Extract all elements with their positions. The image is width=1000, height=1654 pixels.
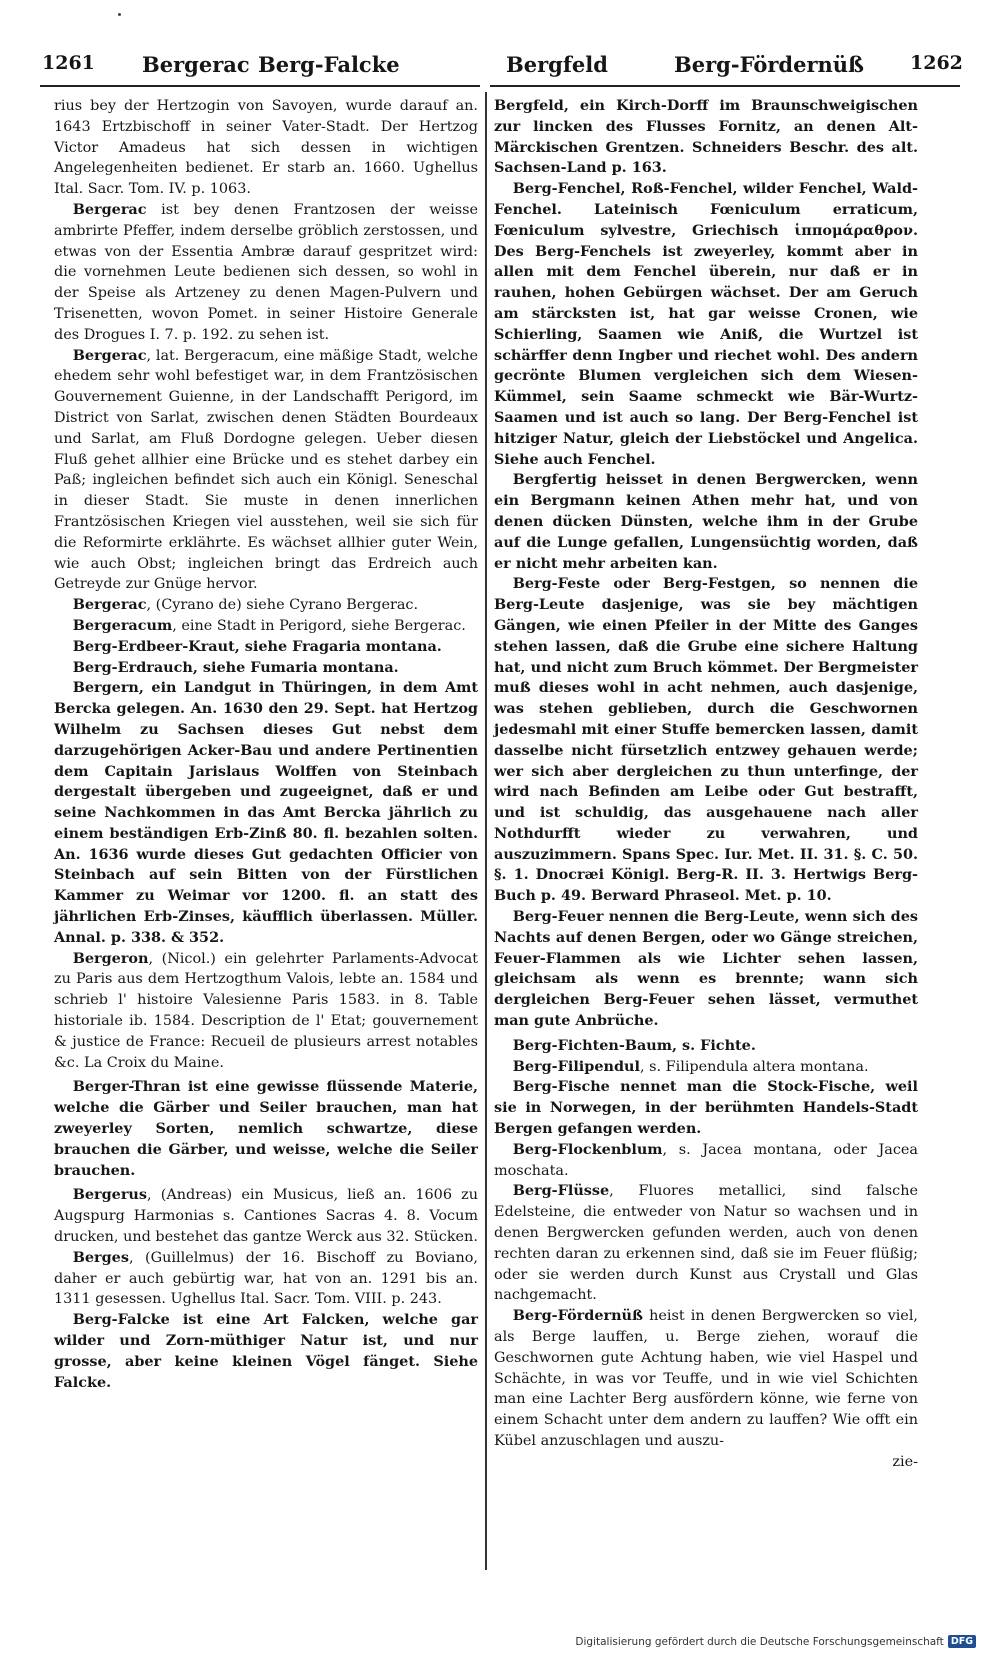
left-entry-7 bbox=[54, 678, 478, 948]
right-catchword-2: Berg-Fördernüß bbox=[674, 52, 865, 77]
entry-text: , (Andreas) ein Musicus, ließ an. 1606 zu Augspurg Harmonias s. Cantiones Sacras 4. 8. Vocum drucken, und bestehet das gantze Werck aus 32. Stücken. bbox=[54, 1187, 478, 1246]
entry-text: nennen die Berg-Leute, wenn sich des Nachts auf denen Bergen, oder wo Gänge streichen, Feuer-Flammen als wie Lichter sehen lassen, gleichsam als wenn es brennte; wann sich dergleichen Berg-Feuer sehen lässet, vermuthet man gute Anbrüche. bbox=[494, 908, 918, 1030]
left-catchword-1: Bergerac bbox=[142, 52, 250, 77]
entry-lemma: Berg-Fenchel, Roß-Fenchel, wilder Fenchel, Wald-Fenchel bbox=[494, 180, 918, 218]
entry-lemma: Berg-Feuer bbox=[512, 908, 604, 926]
entry-lemma: Berg-Erdbeer-Kraut bbox=[72, 637, 235, 655]
entry-text: heist in denen Bergwercken so viel, als Berge lauffen, u. Berge ziehen, worauf die Geschwornen gute Achtung haben, wie viel Haspel und Schächte, in was vor Teuffe, und in wie viel Schichten man eine Lachter Berg ausfördern könne, wie ferne von einem Schacht unter dem andern zu lauffen? Wie offt ein Kübel anzuschlagen und auszu- bbox=[494, 1308, 918, 1449]
entry-text: , lat. Bergeracum, eine mäßige Stadt, welche ehedem sehr wohl befestiget war, in dem Frantzösischen Gouvernement Guienne, in der Landschafft Perigord, im District von Sarlat, zwischen denen Städten Bourdeaux und Sarlat, am Fluß Dordogne gelegen. Ueber diesen Fluß gehet allhier eine Brücke und es stehet darbey ein Paß; ingleichen befindet sich auch ein Königl. Seneschal in dieser Stadt. Sie muste in denen innerlichen Frantzösischen Kriegen viel ausstehen, weil sie sich für die Reformirte erklährte. Es wächset allhier guter Wein, wie auch Obst; ingleichen bringt das Erdreich auch Getreyde zur Gnüge hervor. bbox=[54, 347, 478, 593]
entry-lemma: Bergfertig bbox=[512, 471, 597, 489]
left-entry-8 bbox=[54, 949, 478, 1074]
entry-text: , ein Kirch-Dorff im Braunschweigischen zur lincken des Flusses Fornitz, an denen Alt-Märckischen Grentzen. Schneiders Beschr. des alt. Sachsen-Land p. 163. bbox=[494, 97, 918, 177]
left-page-number: 1261 bbox=[42, 52, 95, 74]
left-entry-10 bbox=[54, 1185, 478, 1247]
digitization-credit bbox=[575, 1635, 976, 1648]
entry-lemma: Bergern bbox=[72, 679, 139, 697]
entry-text: heisset in denen Bergwercken, wenn ein Bergmann keinen Athen mehr hat, und von denen dücken Dünsten, welche ihm in der Grube auf die Lunge gefallen, Lungensüchtig worden, daß er nicht mehr arbeiten kan. bbox=[494, 471, 918, 572]
right-entry-7 bbox=[494, 1077, 918, 1139]
entry-lemma: Berg-Fische bbox=[512, 1078, 610, 1096]
entry-lemma: Bergeracum bbox=[72, 616, 173, 634]
entry-lemma: Bergerac bbox=[72, 346, 147, 364]
entry-lemma: Bergerac bbox=[72, 200, 147, 218]
entry-text: , so nennen die Berg-Leute dasjenige, was sie bey mächtigen Gängen, wie einen Pfeiler in der Mitte des Ganges stehen lassen, daß die Grube eine sichere Haltung hat, und nicht zum Bruch kömmet. Der Bergmeister muß dieses wohl in acht nehmen, auch dasjenige, was stehen geblieben, durch die Geschwornen jedesmahl mit einer Stuffe bemercken lassen, damit dasselbe nicht fürsetzlich entzwey gehauen werde; wer sich aber dergleichen zu thun unterfinge, der wird nach Befinden am Leibe oder Gut bestrafft, und ist schuldig, das ausgehauene nach aller Nothdurfft wieder zu verwahren, und auszuzimmern. Spans Spec. Iur. Met. II. 31. §. C. 50. §. 1. Dnocræi Königl. Berg-R. II. 3. Hertwigs Berg-Buch p. 49. Berward Phraseol. Met. p. 10. bbox=[494, 575, 918, 905]
left-catchword-2: Berg-Falcke bbox=[258, 52, 400, 77]
left-entry-12 bbox=[54, 1310, 478, 1393]
entry-text: , s. Filipendula altera montana. bbox=[639, 1058, 869, 1075]
entry-lemma: Berges bbox=[72, 1248, 129, 1266]
right-entry-4 bbox=[494, 907, 918, 1032]
left-entry-9 bbox=[54, 1077, 478, 1181]
entry-text: , siehe Fumaria montana. bbox=[192, 658, 399, 676]
left-entry-0 bbox=[54, 96, 478, 200]
entry-text: , (Guillelmus) der 16. Bischoff zu Boviano, daher er auch gebürtig war, hat von an. 1291 bis an. 1311 gesessen. Ughellus Ital. Sacr. Tom. VIII. p. 243. bbox=[54, 1249, 478, 1308]
entry-lemma: Bergfeld bbox=[494, 97, 564, 114]
right-entry-10 bbox=[494, 1306, 918, 1452]
column-divider bbox=[485, 92, 487, 1570]
right-column bbox=[494, 96, 918, 1473]
entry-lemma: Bergeron bbox=[72, 949, 149, 967]
right-entry-0 bbox=[494, 96, 918, 179]
entry-lemma: Berg-Fördernüß bbox=[512, 1307, 643, 1325]
right-entry-9 bbox=[494, 1181, 918, 1306]
entry-lemma: Berg-Erdrauch bbox=[72, 658, 193, 676]
dfg-logo: DFG bbox=[948, 1635, 976, 1648]
ink-speck bbox=[118, 13, 121, 16]
entry-text: , siehe Fragaria montana. bbox=[234, 637, 442, 655]
header-rule-left bbox=[40, 85, 480, 87]
entry-text: , (Cyrano de) siehe Cyrano Bergerac. bbox=[146, 597, 419, 614]
left-entry-2 bbox=[54, 346, 478, 596]
left-column bbox=[54, 96, 478, 1393]
left-entry-1 bbox=[54, 200, 478, 346]
left-entry-11 bbox=[54, 1248, 478, 1310]
right-entry-2 bbox=[494, 470, 918, 574]
entry-lemma: Berg-Feste oder Berg-Festgen bbox=[512, 575, 771, 593]
catchword: zie- bbox=[892, 1453, 918, 1470]
right-entry-3 bbox=[494, 574, 918, 907]
right-entry-1 bbox=[494, 179, 918, 470]
left-entry-6 bbox=[54, 658, 478, 679]
right-catchword-1: Bergfeld bbox=[506, 52, 608, 77]
right-entry-5 bbox=[494, 1036, 918, 1057]
entry-text: , eine Stadt in Perigord, siehe Bergerac. bbox=[172, 617, 466, 634]
right-page-number: 1262 bbox=[910, 52, 963, 74]
left-entry-4 bbox=[54, 616, 478, 637]
entry-lemma: Bergerus bbox=[72, 1186, 147, 1204]
entry-lemma: Berg-Flüsse bbox=[512, 1182, 610, 1200]
credit-text: Digitalisierung gefördert durch die Deutsche Forschungsgemeinschaft bbox=[575, 1635, 944, 1648]
entry-text: , s. Jacea montana, oder Jacea moschata. bbox=[494, 1141, 918, 1179]
right-entry-6 bbox=[494, 1057, 918, 1078]
entry-text: , s. Fichte. bbox=[671, 1036, 756, 1054]
header-rule-right bbox=[490, 85, 960, 87]
entry-lemma: Berg-Filipendul bbox=[512, 1057, 640, 1075]
entry-lemma: Berg-Falcke bbox=[72, 1311, 170, 1329]
entry-text: nennet man die Stock-Fische, weil sie in Norwegen, in der berühmten Handels-Stadt Bergen gefangen werden. bbox=[494, 1078, 918, 1138]
entry-text: ist bey denen Frantzosen der weisse ambrirte Pfeffer, indem derselbe gröblich zerstossen, und etwas von der Essentia Ambræ darauf gespritzet wird: die vornehmen Leute bedienen sich dessen, so wohl in der Speise als Artzeney zu denen Magen-Pulvern und Trisenetten, wovon Pomet. in seiner Histoire Generale des Drogues I. 7. p. 192. zu sehen ist. bbox=[54, 201, 478, 343]
left-entry-3 bbox=[54, 595, 478, 616]
entry-text: ist eine Art Falcken, welche gar wilder und Zorn-müthiger Natur ist, und nur grosse, aber keine kleinen Vögel fänget. Siehe Falcke. bbox=[54, 1311, 478, 1391]
entry-text: rius bey der Hertzogin von Savoyen, wurde darauf an. 1643 Ertzbischoff in seiner Vater-Stadt. Der Hertzog Victor Amadeus hat sich dessen in wichtigen Angelegenheiten bedienet. Er starb an. 1660. Ughellus Ital. Sacr. Tom. IV. p. 1063. bbox=[54, 98, 478, 198]
entry-text: , Fluores metallici, sind falsche Edelsteine, die entweder von Natur so wachsen und in denen Bergwercken gefunden werden, auch von denen rechten daran zu erkennen sind, daß sie im Feuer flüßig; oder sie werden durch Kunst aus Crystall und Glas nachgemacht. bbox=[494, 1183, 918, 1304]
entry-lemma: Bergerac bbox=[72, 596, 147, 614]
entry-text: . Lateinisch Fœniculum erraticum, Fœniculum sylvestre, Griechisch ἱππομάραθρον. Des Berg-Fenchels ist zweyerley, kommt aber in allen mit dem Fenchel überein, nur daß er in rauhen, hohen Gebürgen wächset. Der am Geruch am stärcksten ist, hat gar weisse Cronen, wie Schierling, Saamen wie Aniß, die Wurtzel ist schärffer denn Ingber und riechet wohl. Des andern gecrönte Blumen vergleichen sich dem Wiesen-Kümmel, sein Saame schmeckt wie Bär-Wurtz-Saamen und ist auch so lang. Der Berg-Fenchel ist hitziger Natur, gleich der Liebstöckel und Angelica. Siehe auch Fenchel. bbox=[494, 200, 918, 468]
entry-lemma: Berger-Thran bbox=[72, 1078, 181, 1096]
entry-text: ist eine gewisse flüssende Materie, welche die Gärber und Seiler brauchen, man hat zweyerley Sorten, nemlich schwartze, diese brauchen die Gärber, und weisse, welche die Seiler brauchen. bbox=[54, 1078, 478, 1179]
left-entry-5 bbox=[54, 637, 478, 658]
entry-lemma: Berg-Flockenblum bbox=[512, 1140, 663, 1158]
entry-text: , ein Landgut in Thüringen, in dem Amt Bercka gelegen. An. 1630 den 29. Sept. hat Hertzog Wilhelm zu Sachsen dieses Gut nebst dem darzugehörigen Acker-Bau und andere Pertinentien dem Capitain Jarislaus Wolffen von Steinbach dergestalt übergeben und zugeeignet, daß er und seine Nachkommen in das Amt Bercka jährlich zu einem beständigen Erb-Zinß 80. fl. bezahlen solten. An. 1636 wurde dieses Gut gedachten Officier von Steinbach auf sein Bitten von der Fürstlichen Kammer zu Weimar vor 1200. fl. an statt des jährlichen Erb-Zinses, käufflich überlassen. Müller. Annal. p. 338. & 352. bbox=[54, 679, 478, 946]
entry-lemma: Berg-Fichten-Baum bbox=[512, 1036, 672, 1054]
entry-text: , (Nicol.) ein gelehrter Parlaments-Advocat zu Paris aus dem Hertzogthum Valois, lebte an. 1584 und schrieb l' histoire Valesienne Paris 1583. in 8. Table historiale ib. 1584. Description de l' Etat; gouvernement & justice de France: Recueil de plusieurs arrest notables &c. La Croix du Maine. bbox=[54, 950, 478, 1071]
right-entry-8 bbox=[494, 1140, 918, 1182]
